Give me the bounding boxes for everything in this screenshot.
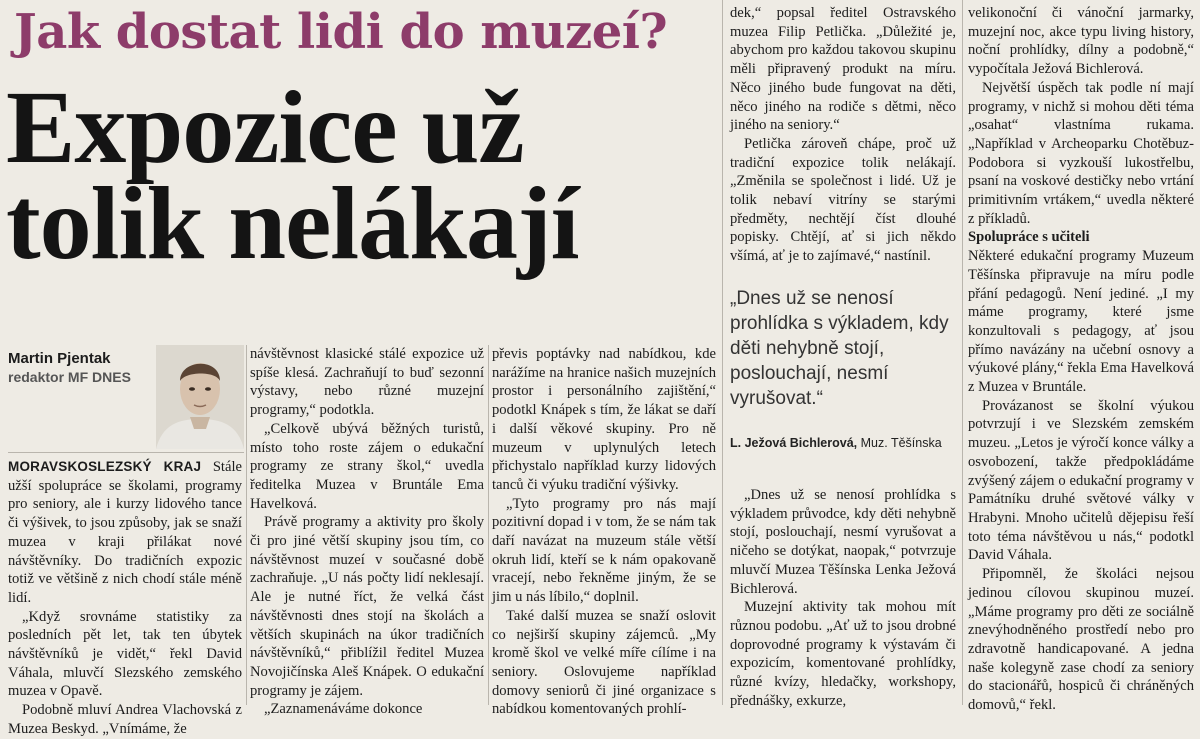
paragraph: „Když srovnáme statistiky za posledních pět let, tak ten úbytek návštěvníků je vidět,“ řekl David Váhala, mluvčí Slezského zemského muzea v Opavě. bbox=[8, 608, 242, 700]
author-photo-icon bbox=[156, 345, 244, 449]
paragraph: Muzejní aktivity tak mohou mít různou podobu. „Ať už to jsou drobné doprovodné programy k výstavám či expozicím, komentované prohlídky, různé kvízy, hledačky, workshopy, přednášky, exkurze, bbox=[730, 599, 956, 709]
column-4-top bbox=[730, 4, 956, 266]
column-4-bottom bbox=[730, 486, 956, 710]
paragraph: Stále užší spolupráce se školami, programy pro seniory, ale i kurzy lidového tance či výšivek, to jsou způsoby, jak se snaží muzea v kraji přilákat nové návštěvníky. Do tradičních expozic totiž ve většině z nich chodí stále méně lidí. bbox=[8, 459, 242, 606]
author-name: Martin Pjentak bbox=[8, 350, 111, 367]
paragraph: Petlička zároveň chápe, proč už tradiční expozice tolik nelákají. „Změnila se společnost i lidé. Už je tolik nebaví vitríny se starými předměty, nechtějí číst dlouhé popisky. Chtějí, ať si jich někdo všímá, ať je to zajímavé,“ nastínil. bbox=[730, 135, 956, 265]
column-rule bbox=[246, 345, 247, 705]
kicker-title: Jak dostat lidi do muzeí? bbox=[14, 4, 668, 60]
paragraph: „Tyto programy pro nás mají pozitivní dopad i v tom, že se nám tak daří navázat na muzeum stále větší okruh lidí, kteří se k nám opakovaně vracejí, nebo řekněme jiným, že se jim u nás líbilo,“ doplnil. bbox=[492, 495, 716, 606]
column-rule bbox=[722, 0, 723, 705]
paragraph: „Dnes už se nenosí prohlídka s výkladem průvodce, kdy děti nehybně stojí, poslouchají, nesmí vyrušovat a ničeho se dotýkat, naopak,“ potvrzuje mluvčí Muzea Těšínska Lenka Ježová Bichlerová. bbox=[730, 487, 956, 597]
column-rule bbox=[488, 345, 489, 705]
column-5 bbox=[968, 4, 1194, 715]
quote-org: Muz. Těšínska bbox=[860, 436, 942, 450]
headline-line-2: tolik nelákají bbox=[6, 166, 579, 281]
paragraph: dek,“ popsal ředitel Ostravského muzea Filip Petlička. „Důležité je, abychom pro každou takovou skupinu měli připravený produkt na míru. Něco jiného bude fungovat na děti, něco jiného na rodiče s dětmi, něco jiného na seniory.“ bbox=[730, 5, 956, 134]
headline-line-1: Expozice už bbox=[6, 70, 524, 185]
pull-quote: „Dnes už se nenosí prohlídka s výkladem, kdy děti nehybně stojí, poslouchají, nesmí vyrušovat.“ bbox=[730, 288, 949, 409]
headline bbox=[6, 70, 726, 281]
paragraph: „Celkově ubývá běžných turistů, místo toho roste zájem o edukační programy ze strany škol,“ uvedla ředitelka Muzea v Bruntále Ema Havelková. bbox=[250, 420, 484, 512]
quote-author: L. Ježová Bichlerová, bbox=[730, 436, 858, 450]
divider bbox=[8, 452, 244, 453]
paragraph: „Zaznamenáváme dokonce bbox=[264, 701, 423, 718]
dateline-place: MORAVSKOSLEZSKÝ KRAJ bbox=[8, 459, 202, 474]
paragraph: Také další muzea se snaží oslovit co nejširší skupiny zájemců. „My kromě škol ve velké míře cílíme i na seniory. Oslovujeme například domovy seniorů či jiné organizace s nabídkou komentovaných prohlí- bbox=[492, 607, 716, 718]
column-rule bbox=[962, 0, 963, 705]
author-portrait bbox=[156, 345, 244, 449]
author-role: redaktor MF DNES bbox=[8, 369, 131, 385]
paragraph: Podobně mluví Andrea Vlachovská z Muzea Beskyd. „Vnímáme, že bbox=[8, 702, 242, 737]
paragraph: Některé edukační programy Muzeum Těšínska připravuje na míru podle přání pedagogů. Není jediné. „I my máme programy, které jsme konzultovali s pedagogy, ať jsou přímo navázány na učební osnovy a výukové plány,“ řekla Ema Havelková z Muzea v Bruntále. bbox=[968, 248, 1194, 396]
paragraph: velikonoční či vánoční jarmarky, muzejní noc, akce typu living history, noční prohlídky, dílny a podobně,“ vypočítala Ježová Bichlerová. bbox=[968, 5, 1194, 78]
column-2 bbox=[250, 345, 484, 719]
paragraph: návštěvnost klasické stálé expozice už spíše klesá. Zachraňují to buď sezonní výstavy, nebo různé muzejní programy,“ podotkla. bbox=[250, 346, 484, 419]
pull-quote-attribution bbox=[730, 436, 958, 450]
paragraph: Právě programy a aktivity pro školy či pro jiné větší skupiny jsou tím, co návštěvnost muzeí v současné době zachraňuje. „U nás počty lidí neklesají. Ale je nutné říct, že velká část návštěvnosti dnes stojí na školách a větších skupinách na úkor tradičních návštěvníků,“ přiblížil ředitel Muzea Novojičínska Aleš Knápek. O edukační programy je zájem. bbox=[250, 514, 484, 699]
paragraph: Provázanost se školní výukou potvrzují i ve Slezském zemském muzeu. „Letos je výročí konce války a osvobození, takže předpokládáme zvýšený zájem o edukační programy v Památníku druhé světové války v Hrabyni. Mnoho učitelů dějepisu řeší toto téma návštěvou u nás,“ podotkl David Váhala. bbox=[968, 397, 1194, 564]
paragraph: Největší úspěch tak podle ní mají programy, v nichž si mohou děti téma „osahat“ vlastníma rukama. „Například v Archeoparku Chotěbuz-Podobora si vyzkouší lukostřelbu, psaní na voskové destičky nebo vrtání primitivním vrtákem,“ uvedla některé z příkladů. bbox=[968, 79, 1194, 227]
paragraph: převis poptávky nad nabídkou, kde narážíme na hranice našich muzejních prostor i personálního zajištění,“ podotkl Knápek s tím, že lákat se daří i další věkové skupiny. Pro ně muzeum v uplynulých letech přichystalo například kurzy lidových tanců či výuku tradiční výšivky. bbox=[492, 346, 716, 493]
column-3 bbox=[492, 345, 716, 719]
column-1 bbox=[8, 458, 242, 739]
section-subhead: Spolupráce s učiteli bbox=[968, 229, 1090, 246]
byline bbox=[8, 345, 244, 455]
paragraph: Připomněl, že školáci nejsou jedinou cílovou skupinou muzeí. „Máme programy pro děti ze sociálně znevýhodněného prostředí nebo pro zdravotně handicapované. A jedna naše kolegyně zase chodí za seniory do stacionářů, hospiců či chráněných domovů,“ řekl. bbox=[968, 566, 1194, 714]
